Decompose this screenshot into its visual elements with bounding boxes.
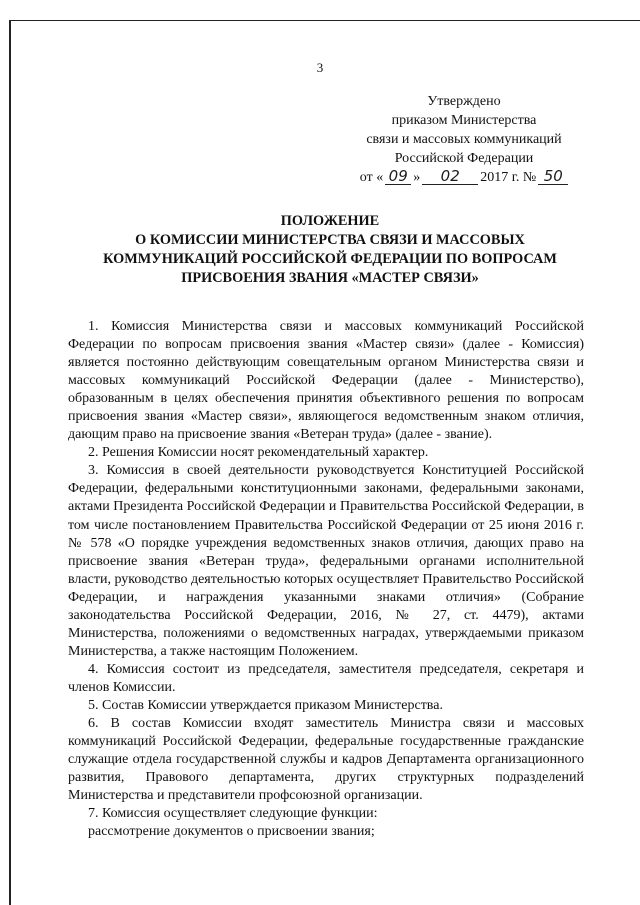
date-day: 09 bbox=[385, 169, 411, 185]
paragraph-8: рассмотрение документов о присвоении звания; bbox=[88, 824, 375, 840]
paragraph-6: 6. В состав Комиссии входят заместитель Министра связи и массовых коммуникаций Российской Федерации, федеральные государственные гражданские служащие отдела государственной службы и кадров Департамента организационного развития, Правового департамента, других структурных подразделений Министерства и представители профсоюзной организации. bbox=[68, 716, 584, 804]
approval-date-line bbox=[346, 168, 582, 187]
title-line-4: ПРИСВОЕНИЯ ЗВАНИЯ «МАСТЕР СВЯЗИ» bbox=[181, 270, 479, 286]
approval-line-2: приказом Министерства bbox=[391, 113, 537, 128]
title-line-1: ПОЛОЖЕНИЕ bbox=[280, 213, 380, 229]
document-body bbox=[68, 318, 584, 841]
title-line-3: КОММУНИКАЦИЙ РОССИЙСКОЙ ФЕДЕРАЦИИ ПО ВОПРОСАМ bbox=[103, 251, 557, 267]
paragraph-4: 4. Комиссия состоит из председателя, заместителя председателя, секретаря и членов Комиссии. bbox=[68, 661, 584, 695]
paragraph-3: 3. Комиссия в своей деятельности руководствуется Конституцией Российской Федерации, федеральными конституционными законами, федеральными законами, актами Президента Российской Федерации и Правительства Российской Федерации, в том числе постановлением Правительства Российской Федерации от 25 июня 2016 г. № 578 «О порядке учреждения ведомственных знаков отличия, дающих право на присвоение звания «Ветеран труда», федеральными органами исполнительной власти, руководство деятельностью которых осуществляет Правительство Российской Федерации, и награждения указанными знаками отличия» (Собрание законодательства Российской Федерации, 2016, № 27, ст. 4479), актами Министерства, положениями о ведомственных наградах, утверждаемыми приказом Министерства, а также настоящим Положением. bbox=[68, 463, 584, 659]
date-mid: » bbox=[413, 170, 421, 185]
approval-line-1: Утверждено bbox=[427, 94, 501, 109]
paragraph-7: 7. Комиссия осуществляет следующие функции: bbox=[88, 806, 378, 822]
date-prefix: от « bbox=[359, 170, 384, 185]
date-year: 2017 г. № bbox=[480, 170, 537, 185]
paragraph-5: 5. Состав Комиссии утверждается приказом Министерства. bbox=[88, 697, 443, 713]
page-number: 3 bbox=[316, 60, 324, 75]
paragraph-2: 2. Решения Комиссии носят рекомендательный характер. bbox=[88, 445, 429, 461]
approval-stamp bbox=[346, 92, 582, 187]
order-number: 50 bbox=[538, 169, 568, 185]
date-month: 02 bbox=[422, 169, 478, 185]
paragraph-1: 1. Комиссия Министерства связи и массовых коммуникаций Российской Федерации по вопросам присвоения звания «Мастер связи» (далее - Комиссия) является постоянно действующим совещательным органом Министерства связи и массовых коммуникаций Российской Федерации (далее - Министерство), образованным в целях обеспечения принятия объективного решения по вопросам присвоения звания «Мастер связи», являющегося ведомственным знаком отличия, дающим право на присвоение звания «Ветеран труда» (далее - звание). bbox=[68, 319, 584, 443]
left-scan-border bbox=[9, 20, 11, 905]
approval-line-3: связи и массовых коммуникаций bbox=[366, 132, 562, 147]
top-scan-border bbox=[9, 20, 640, 21]
document-title bbox=[60, 212, 600, 288]
title-line-2: О КОМИССИИ МИНИСТЕРСТВА СВЯЗИ И МАССОВЫХ bbox=[135, 232, 525, 248]
approval-line-4: Российской Федерации bbox=[394, 151, 534, 166]
